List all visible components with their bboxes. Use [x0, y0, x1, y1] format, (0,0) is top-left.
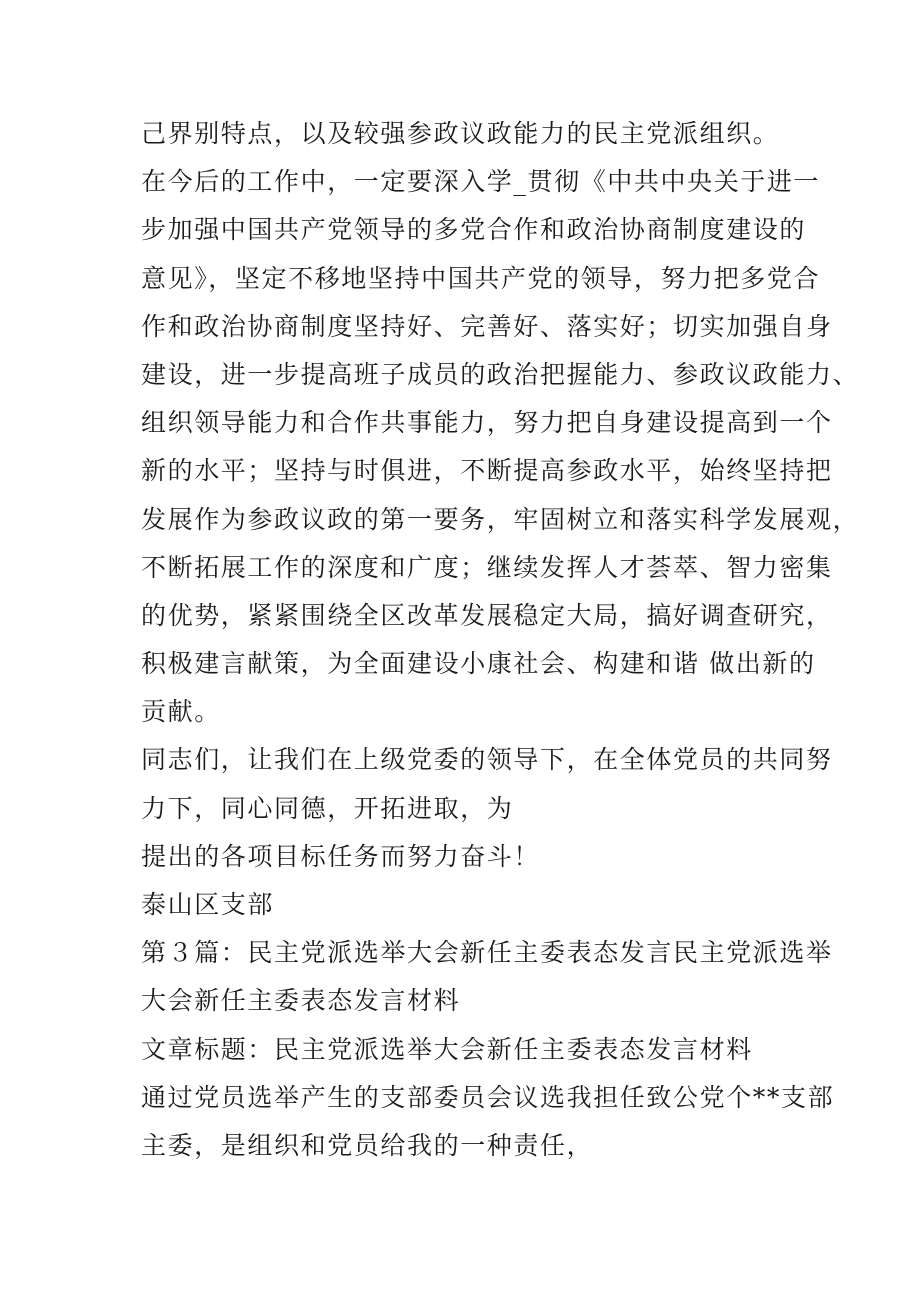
- text-line: 意见》，坚定不移地坚持中国共产党的领导，努力把多党合: [141, 263, 821, 293]
- text-line: 建设，进一步提高班子成员的政治把握能力、参政议政能力、: [141, 359, 860, 389]
- text-line: 不断拓展工作的深度和广度；继续发挥人才荟萃、智力密集: [141, 552, 833, 582]
- text-line: 力下，同心同德，开拓进取，为: [141, 793, 514, 823]
- section-heading: 第３篇：民主党派选举大会新任主委表态发言民主党派选举: [141, 938, 833, 968]
- text-line: 主委，是组织和党员给我的一种责任，: [141, 1130, 594, 1160]
- signature-line: 泰山区支部: [141, 890, 275, 919]
- text-line: 作和政治协商制度坚持好、完善好、落实好；切实加强自身: [141, 311, 833, 341]
- text-line: 贡献。: [141, 697, 221, 727]
- text-line: 步加强中国共产党领导的多党合作和政治协商制度建设的: [141, 215, 807, 245]
- text-line: 同志们，让我们在上级党委的领导下，在全体党员的共同努: [141, 745, 833, 775]
- text-line: 新的水平；坚持与时俱进，不断提高参政水平，始终坚持把: [141, 456, 833, 486]
- text-line: 在今后的工作中，一定要深入学_贯彻《中共中央关于进一: [141, 167, 821, 197]
- text-line: 己界别特点，以及较强参政议政能力的民主党派组织。: [141, 119, 780, 148]
- document-body: [141, 110, 860, 1170]
- text-line: 的优势，紧紧围绕全区改革发展稳定大局，搞好调查研究，: [141, 600, 833, 630]
- text-line: 积极建言献策，为全面建设小康社会、构建和谐 做出新的: [141, 649, 816, 679]
- text-line: 提出的各项目标任务而努力奋斗！: [141, 841, 541, 871]
- section-heading-cont: 大会新任主委表态发言材料: [141, 986, 461, 1016]
- text-line: 发展作为参政议政的第一要务，牢固树立和落实科学发展观，: [141, 504, 860, 534]
- text-line: 通过党员选举产生的支部委员会议选我担任致公党个**支部: [141, 1082, 835, 1112]
- article-title: 文章标题：民主党派选举大会新任主委表态发言材料: [141, 1034, 753, 1064]
- text-line: 组织领导能力和合作共事能力，努力把自身建设提高到一个: [141, 408, 833, 438]
